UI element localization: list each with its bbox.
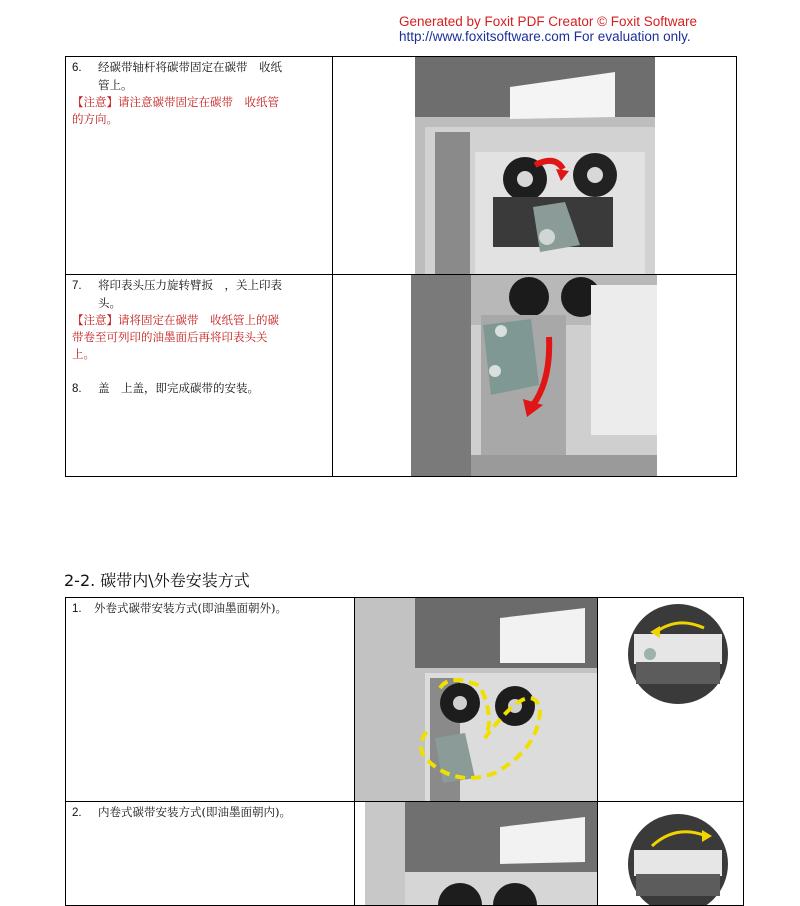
step-6-text-cell — [66, 57, 333, 275]
step-7-8-text-cell — [66, 275, 333, 477]
method-2-printer-photo — [365, 802, 597, 905]
step-7-number: 7. — [72, 280, 82, 292]
step-6-note-2: 的方向。 — [72, 112, 118, 126]
method-2-diagram-cell — [598, 802, 744, 906]
watermark-line-1: Generated by Foxit PDF Creator © Foxit Software — [399, 14, 698, 29]
watermark-line-2: http://www.foxitsoftware.com For evaluation only. — [399, 29, 691, 44]
step-7-note-3: 上。 — [72, 347, 95, 361]
step-6-photo-cell — [333, 57, 737, 275]
step-6-row — [66, 57, 737, 275]
steps-table — [65, 56, 737, 477]
step-6-printer-photo — [415, 57, 655, 274]
step-8-number: 8. — [72, 383, 82, 395]
step-6-note-1: 【注意】请注意碳带固定在碳带 收纸管 — [72, 95, 279, 109]
step-7-line-2: 头。 — [98, 296, 121, 310]
step-8-text: 盖 上盖，即完成碳带的安装。 — [98, 381, 259, 395]
method-2-photo-cell — [355, 802, 598, 906]
method-2-inner-wind-diagram — [626, 812, 730, 905]
method-1-diagram-cell — [598, 598, 744, 802]
method-1-printer-photo — [355, 598, 597, 801]
method-1-text-cell — [66, 598, 355, 802]
step-6-line-2: 管上。 — [98, 78, 133, 92]
method-1-photo-cell — [355, 598, 598, 802]
step-7-note-1: 【注意】请将固定在碳带 收纸管上的碳 — [72, 313, 279, 327]
step-6-line-1: 经碳带轴杆将碳带固定在碳带 收纸 — [98, 60, 282, 74]
method-1-row — [66, 598, 744, 802]
method-1-number: 1. — [72, 603, 82, 615]
method-2-number: 2. — [72, 807, 82, 819]
method-1-outer-wind-diagram — [626, 604, 730, 704]
method-2-text: 内卷式碳带安装方式(即油墨面朝内)。 — [98, 805, 291, 819]
step-7-printer-photo — [411, 275, 657, 476]
methods-table — [65, 597, 744, 906]
method-1-text: 外卷式碳带安装方式(即油墨面朝外)。 — [94, 601, 287, 615]
method-2-row — [66, 802, 744, 906]
step-7-note-2: 带卷至可列印的油墨面后再将印表头关 — [72, 330, 268, 344]
step-7-photo-cell — [333, 275, 737, 477]
step-7-line-1: 将印表头压力旋转臂扳 ，关上印表 — [98, 278, 282, 292]
foxit-watermark — [399, 14, 699, 44]
step-6-number: 6. — [72, 62, 82, 74]
step-7-8-row — [66, 275, 737, 477]
section-title: 2-2. 碳带内\外卷安装方式 — [64, 571, 250, 590]
method-2-text-cell — [66, 802, 355, 906]
